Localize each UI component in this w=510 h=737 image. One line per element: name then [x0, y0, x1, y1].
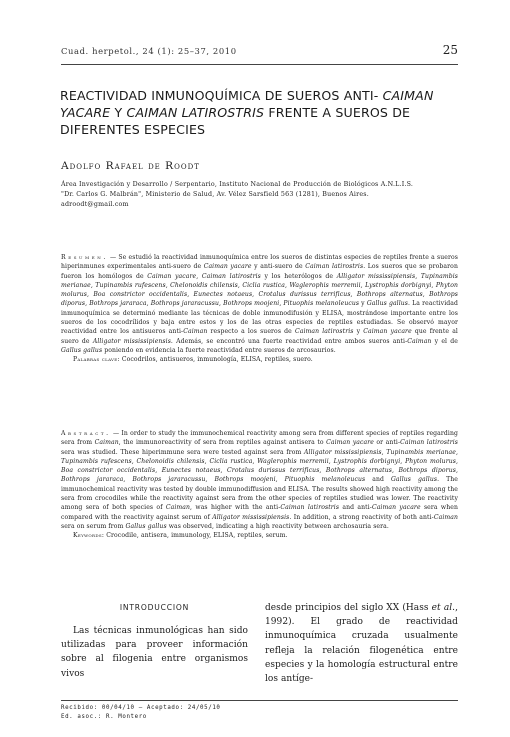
italic-text-run: Alligator mississipiensis — [212, 513, 290, 521]
italic-text-run: Caiman latirostris — [294, 328, 354, 336]
italic-text-run: Gallus gallus — [390, 476, 438, 484]
section-heading-introduccion: INTRODUCCION — [119, 603, 190, 612]
text-run: . In addition, a strong reactivity of both anti- — [289, 513, 434, 521]
text-run: que frente al suero de — [61, 328, 458, 345]
italic-text-run: Alligator mississipiensis, Tupinambis merianae, Tupinambis rufescens, Chelonoidis chilensis, Ciclia rustica, Waglerophis merremii, Lystrophis dorbignyi, Phyton molurus, Boa constrictor occidentalis, Eunectes notaeus, Crotalus durissus terrificus, Bothrops alternatus, Bothrops diporus, Bothrops jararaca, Bothrops jararacussu, Bothrops moojeni, Pituophis melanoleucus — [61, 448, 458, 484]
text-run: , was higher with the anti- — [190, 504, 281, 512]
text-run: y anti-suero de — [251, 263, 306, 271]
italic-text-run: Caiman yacare — [371, 504, 421, 512]
text-run: , the immunoreactivity of sera from reptiles against antisera to — [118, 439, 327, 447]
footer-rule — [61, 700, 458, 701]
italic-text-run: Caiman yacare — [326, 439, 374, 447]
associate-editor: Ed. asoc.: R. Montero — [61, 714, 147, 720]
title-species-1: CAIMAN YACARE — [60, 88, 434, 120]
text-run: y — [359, 300, 367, 308]
resumen-keywords-label: Palabras clave: — [73, 356, 120, 364]
resumen-heading: Resumen. — [61, 254, 108, 261]
title-part-2: Y — [110, 104, 127, 120]
text-run: and anti- — [339, 504, 372, 512]
text-run: or anti- — [373, 439, 401, 447]
text-run: y los heterólogos de — [260, 272, 337, 280]
resumen-keywords: Cocodrilos, antisueros, inmunología, ELISA, reptiles, suero. — [119, 356, 313, 364]
title-species-2: CAIMAN LATIROSTRIS — [126, 104, 265, 120]
italic-text-run: Gallus gallus — [61, 346, 103, 354]
author-affiliation — [61, 180, 461, 209]
text-run: . Además, se encontró una fuerte reactividad entre ambos sueros anti- — [170, 337, 408, 345]
text-run: sera when compared with the reactivity against serum of — [61, 504, 458, 521]
intro-right-column — [265, 601, 458, 686]
resumen-body — [61, 254, 458, 354]
italic-text-run: et al. — [431, 603, 456, 613]
abstract-heading: Abstract. — [61, 430, 111, 437]
text-run: y — [353, 328, 364, 336]
received-accepted-dates: Recibido: 00/04/10 — Aceptado: 24/05/10 — [61, 705, 221, 711]
italic-text-run: Caiman — [407, 337, 432, 345]
text-run: desde principios del siglo XX (Hass — [265, 603, 432, 613]
journal-citation: Cuad. herpetol., 24 (1): 25–37, 2010 — [61, 46, 237, 56]
italic-text-run: Caiman — [183, 328, 208, 336]
text-run: sera was studied. These hiperimmune sera were tested against sera from — [61, 448, 305, 456]
abstract-body — [61, 430, 458, 530]
resumen-block — [61, 253, 458, 365]
italic-text-run: Caiman — [165, 504, 191, 512]
running-head — [61, 43, 458, 60]
italic-text-run: Caiman latirostris — [305, 263, 364, 271]
text-run: — Se estudió la reactividad inmunoquímica entre los sueros de distintas especies de reptiles frente a sueros hiperinmunes experimentales anti-suero de — [61, 254, 458, 271]
text-run: respecto a los sueros de — [207, 328, 295, 336]
author-email: adroodt@gmail.com — [61, 200, 129, 208]
text-run: y el de — [431, 337, 458, 345]
italic-text-run: Caiman — [94, 439, 119, 447]
italic-text-run: Alligator mississipiensis, Tupinambis merianae, Tupinambis rufescens, Chelonoidis chilensis, Ciclia rustica, Waglerophis merremii, Lystrophis dorbignyi, Phyton molurus, Boa constrictor occidentalis, Eunectes notaeus, Crotalus durissus terrificus, Bothrops alternatus, Bothrops diporus, Bothrops jararaca, Bothrops jararacussu, Bothrops moojeni, Pituophis melanoleucus — [61, 272, 458, 308]
affiliation-line-1: Área Investigación y Desarrollo / Serpentario, Instituto Nacional de Producción de Biológicos A.N.L.I.S. — [61, 181, 414, 188]
abstract-keywords: Crocodile, antisera, immunology, ELISA, reptiles, serum. — [104, 532, 288, 540]
text-run: — In order to study the immunochemical reactivity among sera from different species of reptiles regarding sera from — [61, 430, 458, 447]
abstract-block — [61, 429, 458, 541]
italic-text-run: Gallus gallus — [125, 522, 167, 530]
intro-left-column: Las técnicas inmunológicas han sido utilizadas para proveer información sobre al filogenia entre organismos vivos — [61, 626, 248, 679]
page-number: 25 — [442, 43, 458, 57]
italic-text-run: Alligator mississipiensis — [92, 337, 171, 345]
text-run: and — [365, 476, 391, 484]
italic-text-run: Caiman yacare — [363, 328, 412, 336]
editorial-footer — [61, 704, 221, 722]
text-run: . La reactividad inmunoquímica se determinó mediante las técnicas de doble inmunodifusión y ELISA, mostrándose importante entre los sueros de los cocodrílidos y baja entre estos y los de las otras especies de reptiles estudiadas. Se observó mayor reactividad entre los antisueros anti- — [61, 300, 458, 336]
affiliation-line-2: "Dr. Carlos G. Malbrán", Ministerio de Salud, Av. Vélez Sarsfield 563 (1281), Buenos Aires. — [61, 190, 369, 198]
article-title — [60, 88, 460, 138]
italic-text-run: Caiman yacare, Caiman latirostris — [147, 272, 261, 280]
author-name: Adolfo Rafael de Roodt — [61, 160, 200, 172]
header-rule — [61, 64, 458, 65]
title-part-3: FRENTE A SUEROS DE DIFERENTES ESPECIES — [60, 104, 411, 137]
italic-text-run: Caiman yacare — [203, 263, 252, 271]
text-run: . The immunochemical reactivity was tested by double immunodiffusion and ELISA. The results showed high reactivity among the sera from crocodiles while the reactivity against sera from the other species of reptiles studied was lower. The reactivity among sera of both species of — [61, 476, 459, 512]
text-run: was observed, indicating a high reactivity between archosauria sera. — [166, 522, 389, 530]
title-part-1: REACTIVIDAD INMUNOQUÍMICA DE SUEROS ANTI- — [60, 88, 383, 103]
text-run: . Los sueros que se probaron fueron los homólogos de — [61, 263, 458, 280]
abstract-keywords-label: Keywords: — [73, 532, 105, 540]
italic-text-run: Caiman latirostris — [280, 504, 340, 512]
text-run: poniendo en evidencia la fuerte reactividad entre sueros de arcosaurios. — [102, 346, 336, 354]
italic-text-run: Caiman latirostris — [400, 439, 458, 447]
text-run: , 1992). El grado de reactividad inmunoquímica cruzada usualmente refleja la relación filogenética entre especies y la homología estructural entre los antíge- — [265, 603, 458, 685]
italic-text-run: Gallus gallus — [366, 300, 409, 308]
italic-text-run: Caiman — [433, 513, 459, 521]
text-run: sera on serum from — [61, 522, 126, 530]
